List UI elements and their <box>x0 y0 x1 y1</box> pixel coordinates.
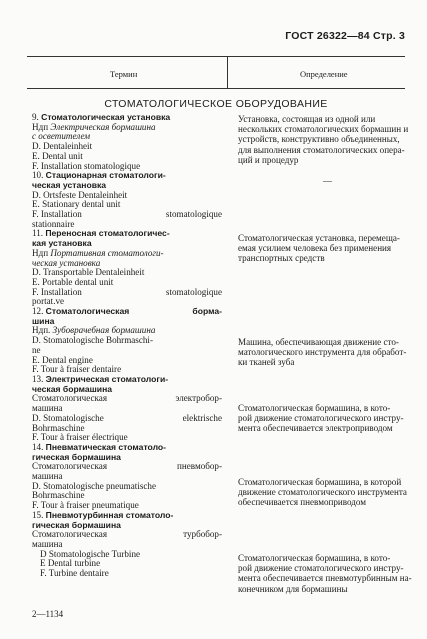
table-header-rule <box>27 88 405 89</box>
definition-14: Стоматологическая бормашина, в которой движение стоматологического инструмента обеспечивается пневмоприводом <box>238 477 407 508</box>
term-10-heading: 10. Стационарная стоматологи- <box>32 171 166 181</box>
term-13-heading: 13. Электрическая стоматологи- <box>32 374 169 384</box>
definition-11: Стоматологическая установка, перемеща- емая усилием человека без применения транспортных средств <box>238 233 400 264</box>
standard-code: ГОСТ 26322—84 <box>285 30 370 42</box>
terms-column: 9. Стоматологическая установка Ндп Электрическая бормашина с осветителем D. Dentaleinheit E. Dental unit F. Installation stomatologique 10. Стационарная стоматологи- ческая установка D. Ortsfeste Dentaleinheit E. Stationary dental unit F. Installation stomatologique stationnaire 11. Переносная стоматологичес- кая установка Ндп Портативная стоматологи- ческая установка D. Transportable Dentaleinheit E. Portable dental unit F. Installation stomatologique portat.ve 12. Стоматологическая борма- шина Ндп. Зубоврачебная бормашина D. Stomatologische Bohrmaschi- ne E. Dental engine F. Tour à fraiser dentaire 13. Электрическая стоматологи- ческая бормашина Стоматологическая электробор- машина D. Stomatologische elektrische Bohrmaschine F. Tour à fraiser électrique 14. Пневматическая стоматоло- гическая бормашина Стоматологическая пневмобор- машина D. Stomatologische pneumatische Bohrmaschine F. Tour à fraiser pneumatique 15. Пневмотурбинная стоматоло- гическая бормашина Стоматологическая турбобор- машина D Stomatologische Turbine E Dental turbine F. Turbine dentaire <box>32 113 222 579</box>
column-header-definition: Определение <box>300 69 348 79</box>
definition-9: Установка, состоящая из одной или нескольких стоматологических бормашин и устройств, конструктивно объединенных, для выполнения стоматологических опера- ций и процедур <box>238 114 409 165</box>
definition-10: — <box>323 176 332 186</box>
table-top-rule <box>27 56 405 57</box>
definition-15: Стоматологическая бормашина, в кото- рой движение стоматологического инстру- мента обеспечивается пневмотурбинным на- конечником для бормашины <box>238 553 412 594</box>
term-15-heading: 15. Пневмотурбинная стоматоло- <box>32 510 174 520</box>
table-column-divider <box>227 56 228 88</box>
term-14-heading: 14. Пневматическая стоматоло- <box>32 442 167 452</box>
term-11-heading: 11. Переносная стоматологичес- <box>32 229 170 239</box>
page-number: Стр. 3 <box>372 30 405 42</box>
term-12-heading: 12. Стоматологическая борма- <box>32 307 222 317</box>
page-header <box>285 30 405 42</box>
page-footer: 2—1134 <box>32 609 64 619</box>
column-header-term: Термин <box>110 69 138 79</box>
section-title: СТОМАТОЛОГИЧЕСКОЕ ОБОРУДОВАНИЕ <box>104 98 328 110</box>
definition-12: Машина, обеспечивающая движение сто- матологического инструмента для обработ- ки тканей зуба <box>238 337 407 368</box>
definition-13: Стоматологическая бормашина, в кото- рой движение стоматологического инстру- мента обеспечивается электроприводом <box>238 403 404 434</box>
term-9-heading: 9. Стоматологическая установка <box>32 113 171 122</box>
